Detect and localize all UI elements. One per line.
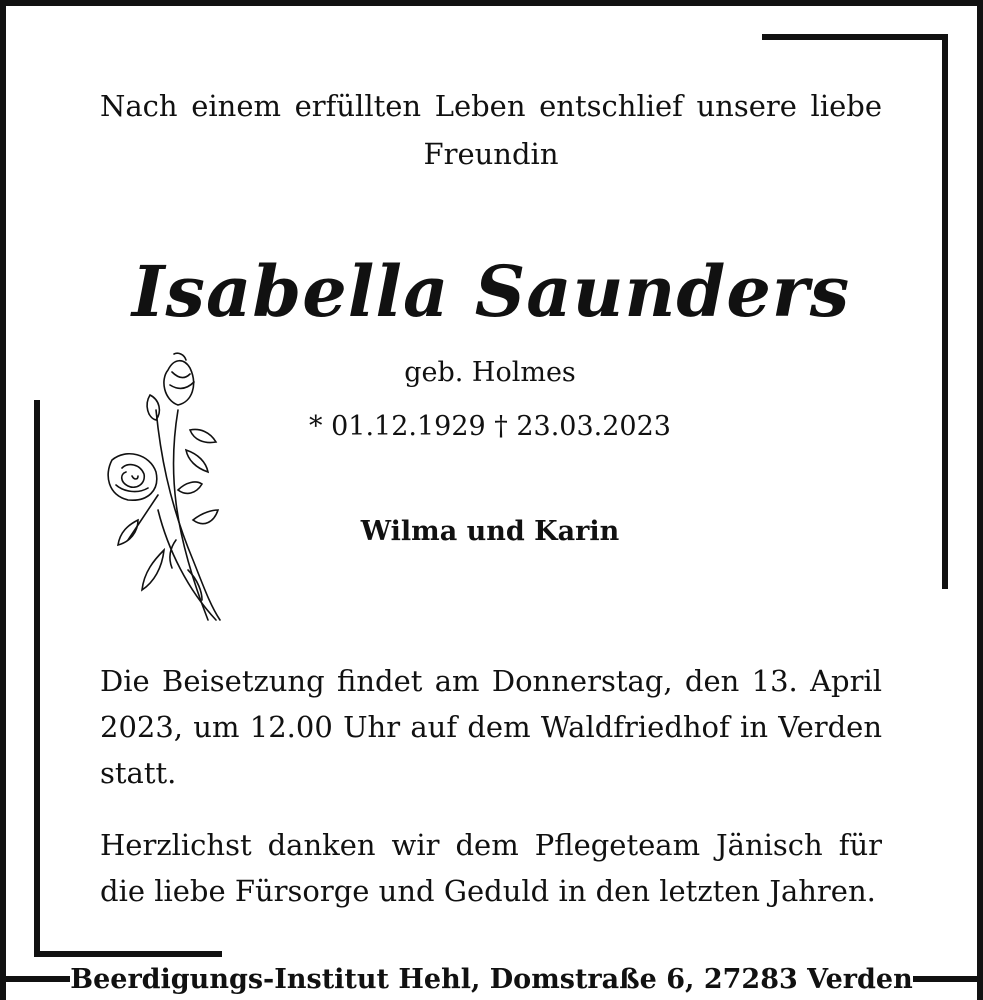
rose-icon [98, 350, 233, 625]
bottom-border-left [0, 976, 80, 982]
life-dates: * 01.12.1929 † 23.03.2023 [309, 411, 671, 442]
mourners-names: Wilma und Karin [360, 516, 620, 547]
intro-text: Nach einem erfüllten Leben entschlief unsere liebe Freundin [100, 89, 882, 171]
thanks-paragraph: Herzlichst danken wir dem Pflegeteam Jänisch für die liebe Fürsorge und Geduld in den letzten Jahren. [100, 828, 882, 908]
funeral-home-footer: Beerdigungs-Institut Hehl, Domstraße 6, 27283 Verden [70, 960, 913, 1000]
funeral-paragraph: Die Beisetzung findet am Donnerstag, den 13. April 2023, um 12.00 Uhr auf dem Waldfriedhof in Verden statt. [100, 664, 882, 790]
deceased-name: Isabella Saunders [131, 250, 851, 333]
maiden-name: geb. Holmes [404, 357, 576, 388]
bottom-border-right [903, 976, 983, 982]
